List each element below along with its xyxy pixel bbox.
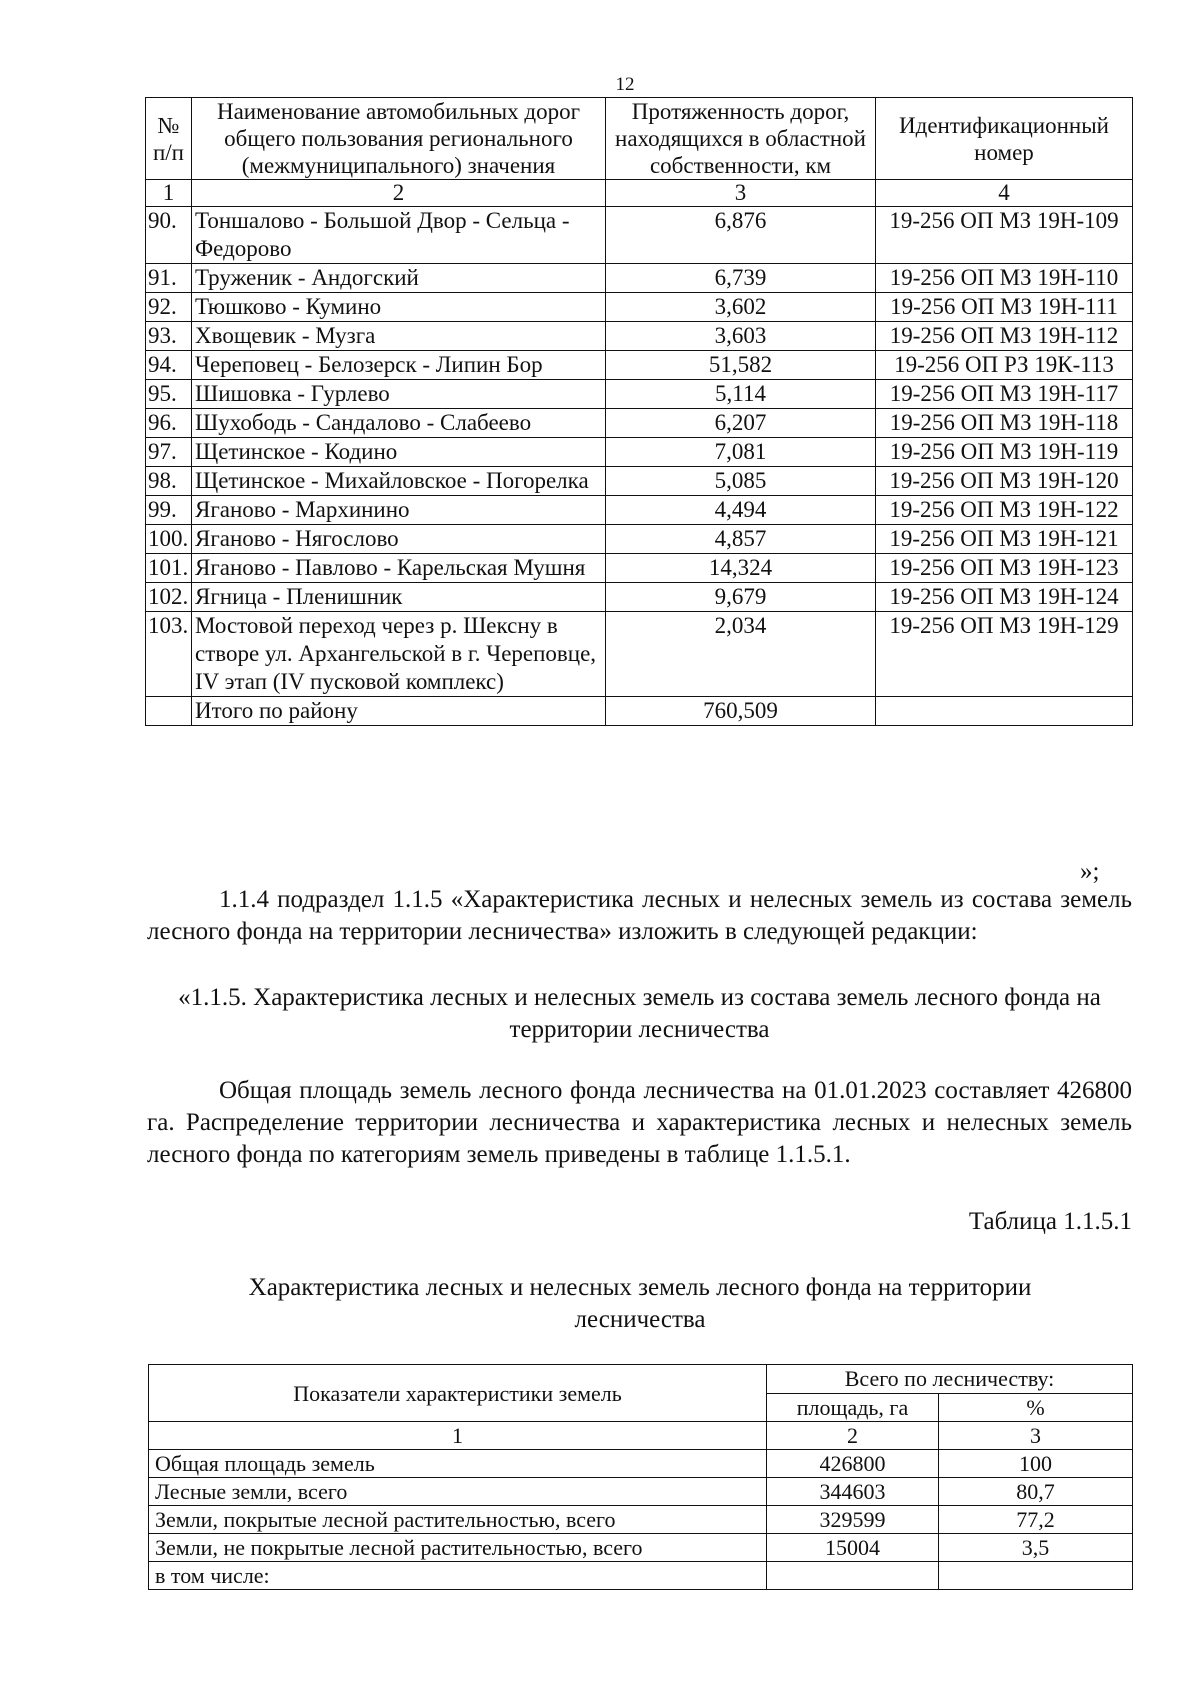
table-caption: Таблица 1.1.5.1 bbox=[968, 1208, 1132, 1235]
road-number: 98. bbox=[146, 467, 192, 496]
road-length: 14,324 bbox=[606, 554, 876, 583]
table-row bbox=[149, 1534, 1133, 1562]
table-row bbox=[146, 409, 1133, 438]
total-id-empty bbox=[876, 697, 1133, 726]
road-length: 2,034 bbox=[606, 612, 876, 697]
table-row bbox=[149, 1562, 1133, 1590]
quote-end: »; bbox=[1080, 858, 1100, 885]
roads-table bbox=[145, 97, 1133, 726]
area-value: 329599 bbox=[767, 1506, 939, 1534]
area-value: 426800 bbox=[767, 1450, 939, 1478]
table2-column-numbers-row bbox=[149, 1422, 1133, 1450]
table2-header-row-1 bbox=[149, 1365, 1133, 1394]
total-empty bbox=[146, 697, 192, 726]
column-numbers-row bbox=[146, 180, 1133, 207]
table-row bbox=[146, 322, 1133, 351]
road-id: 19-256 ОП МЗ 19Н-123 bbox=[876, 554, 1133, 583]
road-name: Шишовка - Гурлево bbox=[192, 380, 606, 409]
table-row bbox=[146, 207, 1133, 264]
col-number: 1 bbox=[149, 1422, 767, 1450]
road-name: Труженик - Андогский bbox=[192, 264, 606, 293]
indicator-label: Земли, не покрытые лесной растительностью, всего bbox=[149, 1534, 767, 1562]
road-id: 19-256 ОП МЗ 19Н-122 bbox=[876, 496, 1133, 525]
header-road-name: Наименование автомобильных дорог общего пользования регионального (межмуниципального) значения bbox=[192, 98, 606, 180]
road-number: 96. bbox=[146, 409, 192, 438]
table-row bbox=[146, 612, 1133, 697]
table-row bbox=[146, 525, 1133, 554]
table-row bbox=[146, 264, 1133, 293]
road-number: 100. bbox=[146, 525, 192, 554]
road-id: 19-256 ОП МЗ 19Н-121 bbox=[876, 525, 1133, 554]
road-name: Тоншалово - Большой Двор - Сельца - Федорово bbox=[192, 207, 606, 264]
road-name: Яганово - Нягослово bbox=[192, 525, 606, 554]
road-length: 5,114 bbox=[606, 380, 876, 409]
header-id: Идентификационный номер bbox=[876, 98, 1133, 180]
road-number: 97. bbox=[146, 438, 192, 467]
road-number: 90. bbox=[146, 207, 192, 264]
section-heading: «1.1.5. Характеристика лесных и нелесных земель из состава земель лесного фонда на территории лесничества bbox=[178, 984, 1101, 1043]
road-id: 19-256 ОП МЗ 19Н-109 bbox=[876, 207, 1133, 264]
road-length: 6,207 bbox=[606, 409, 876, 438]
col-number: 2 bbox=[767, 1422, 939, 1450]
road-id: 19-256 ОП МЗ 19Н-117 bbox=[876, 380, 1133, 409]
road-name: Щетинское - Кодино bbox=[192, 438, 606, 467]
road-name: Мостовой переход через р. Шексну в створе ул. Архангельской в г. Череповце, IV этап (IV пусковой комплекс) bbox=[192, 612, 606, 697]
percent-value bbox=[939, 1562, 1133, 1590]
road-name: Тюшково - Кумино bbox=[192, 293, 606, 322]
paragraph-amendment: 1.1.4 подраздел 1.1.5 «Характеристика лесных и нелесных земель из состава земель лесного фонда на территории лесничества» изложить в следующей редакции: bbox=[147, 886, 1132, 945]
road-length: 9,679 bbox=[606, 583, 876, 612]
table-row bbox=[146, 380, 1133, 409]
table-row bbox=[146, 467, 1133, 496]
road-name: Щетинское - Михайловское - Погорелка bbox=[192, 467, 606, 496]
road-id: 19-256 ОП МЗ 19Н-118 bbox=[876, 409, 1133, 438]
table-row bbox=[146, 583, 1133, 612]
road-id: 19-256 ОП МЗ 19Н-111 bbox=[876, 293, 1133, 322]
paragraph-total-area: Общая площадь земель лесного фонда лесничества на 01.01.2023 составляет 426800 га. Распределение территории лесничества и характеристика лесных и нелесных земель лесного фонда по категориям земель приведены в таблице 1.1.5.1. bbox=[147, 1077, 1132, 1168]
road-number: 92. bbox=[146, 293, 192, 322]
header-area: площадь, га bbox=[767, 1393, 939, 1422]
road-number: 94. bbox=[146, 351, 192, 380]
table-row bbox=[149, 1506, 1133, 1534]
road-name: Шухободь - Сандалово - Слабеево bbox=[192, 409, 606, 438]
col-number: 3 bbox=[606, 180, 876, 207]
page-number: 12 bbox=[615, 74, 635, 95]
road-name: Череповец - Белозерск - Липин Бор bbox=[192, 351, 606, 380]
table-title: Характеристика лесных и нелесных земель лесного фонда на территории лесничества bbox=[248, 1274, 1032, 1333]
header-num: № п/п bbox=[146, 98, 192, 180]
road-length: 5,085 bbox=[606, 467, 876, 496]
road-name: Хвощевик - Музга bbox=[192, 322, 606, 351]
road-number: 102. bbox=[146, 583, 192, 612]
percent-value: 3,5 bbox=[939, 1534, 1133, 1562]
area-value: 344603 bbox=[767, 1478, 939, 1506]
col-number: 3 bbox=[939, 1422, 1133, 1450]
header-percent: % bbox=[939, 1393, 1133, 1422]
road-id: 19-256 ОП МЗ 19Н-119 bbox=[876, 438, 1133, 467]
road-id: 19-256 ОП МЗ 19Н-129 bbox=[876, 612, 1133, 697]
total-label: Итого по району bbox=[192, 697, 606, 726]
road-id: 19-256 ОП МЗ 19Н-110 bbox=[876, 264, 1133, 293]
road-number: 103. bbox=[146, 612, 192, 697]
indicator-label: Лесные земли, всего bbox=[149, 1478, 767, 1506]
road-length: 4,494 bbox=[606, 496, 876, 525]
road-name: Яганово - Павлово - Карельская Мушня bbox=[192, 554, 606, 583]
road-number: 93. bbox=[146, 322, 192, 351]
indicator-label: Земли, покрытые лесной растительностью, всего bbox=[149, 1506, 767, 1534]
land-characteristics-table bbox=[148, 1364, 1133, 1590]
table-row bbox=[149, 1478, 1133, 1506]
road-number: 101. bbox=[146, 554, 192, 583]
col-number: 1 bbox=[146, 180, 192, 207]
table-row bbox=[149, 1450, 1133, 1478]
road-id: 19-256 ОП МЗ 19Н-124 bbox=[876, 583, 1133, 612]
header-length: Протяженность дорог, находящихся в областной собственности, км bbox=[606, 98, 876, 180]
road-id: 19-256 ОП МЗ 19Н-112 bbox=[876, 322, 1133, 351]
col-number: 2 bbox=[192, 180, 606, 207]
road-length: 7,081 bbox=[606, 438, 876, 467]
area-value bbox=[767, 1562, 939, 1590]
col-number: 4 bbox=[876, 180, 1133, 207]
percent-value: 80,7 bbox=[939, 1478, 1133, 1506]
indicator-label: в том числе: bbox=[149, 1562, 767, 1590]
header-total: Всего по лесничеству: bbox=[767, 1365, 1133, 1394]
total-row bbox=[146, 697, 1133, 726]
roads-table-header bbox=[146, 98, 1133, 180]
road-length: 4,857 bbox=[606, 525, 876, 554]
table-row bbox=[146, 438, 1133, 467]
total-length: 760,509 bbox=[606, 697, 876, 726]
road-id: 19-256 ОП РЗ 19К-113 bbox=[876, 351, 1133, 380]
road-length: 3,603 bbox=[606, 322, 876, 351]
road-length: 6,739 bbox=[606, 264, 876, 293]
area-value: 15004 bbox=[767, 1534, 939, 1562]
road-name: Яганово - Мархинино bbox=[192, 496, 606, 525]
road-id: 19-256 ОП МЗ 19Н-120 bbox=[876, 467, 1133, 496]
road-length: 51,582 bbox=[606, 351, 876, 380]
road-number: 99. bbox=[146, 496, 192, 525]
table-row bbox=[146, 496, 1133, 525]
road-name: Ягница - Пленишник bbox=[192, 583, 606, 612]
percent-value: 77,2 bbox=[939, 1506, 1133, 1534]
road-length: 3,602 bbox=[606, 293, 876, 322]
road-number: 91. bbox=[146, 264, 192, 293]
table-row bbox=[146, 554, 1133, 583]
road-number: 95. bbox=[146, 380, 192, 409]
road-length: 6,876 bbox=[606, 207, 876, 264]
header-indicator: Показатели характеристики земель bbox=[149, 1365, 767, 1422]
indicator-label: Общая площадь земель bbox=[149, 1450, 767, 1478]
table-row bbox=[146, 351, 1133, 380]
table-row bbox=[146, 293, 1133, 322]
percent-value: 100 bbox=[939, 1450, 1133, 1478]
